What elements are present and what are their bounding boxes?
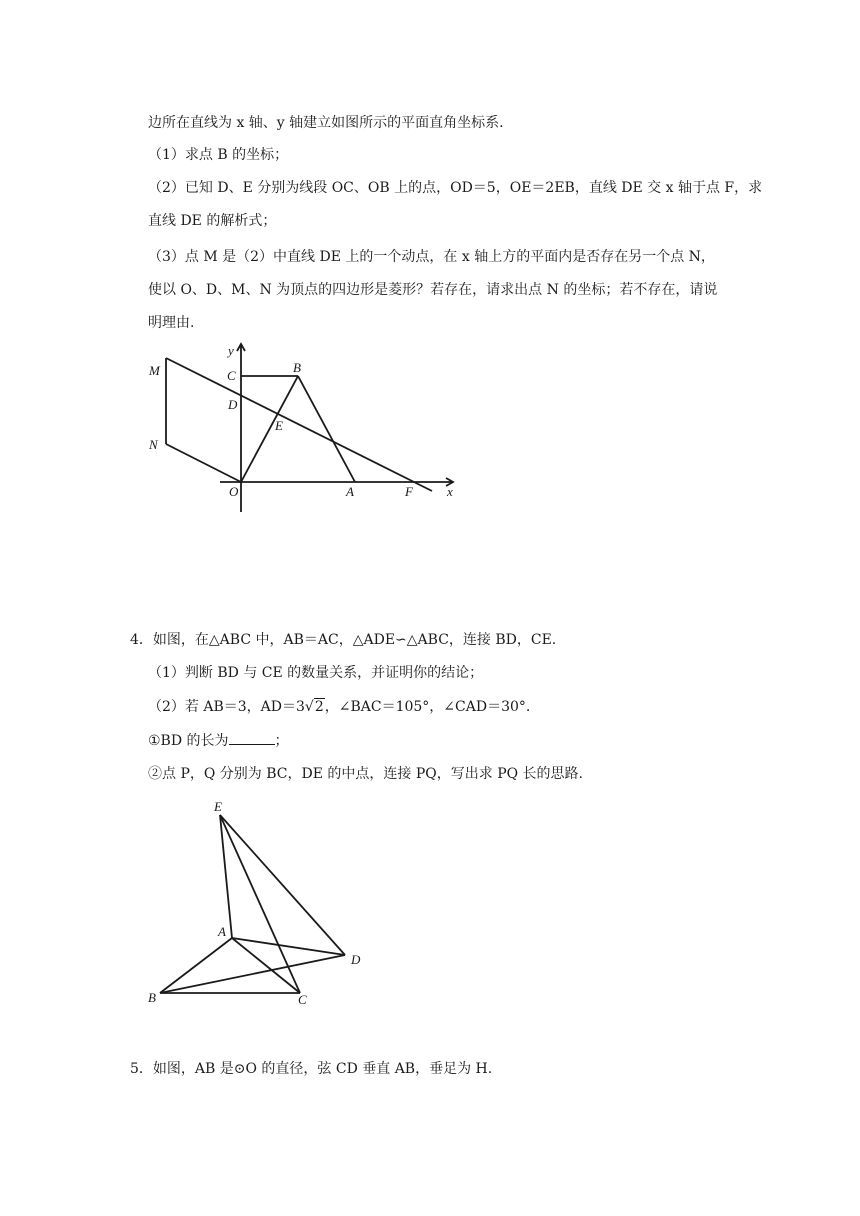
sqrt-expression xyxy=(305,697,325,717)
segment-ed xyxy=(220,815,345,955)
q4-sub1-suffix: ； xyxy=(274,733,289,749)
label-y: y xyxy=(228,343,234,358)
label-c: C xyxy=(298,992,307,1007)
label-f: F xyxy=(405,484,413,499)
q4-part2 xyxy=(148,697,530,717)
label-d: D xyxy=(228,397,238,412)
q4-part2-prefix: （2）若 AB＝3，AD＝3 xyxy=(148,699,305,715)
q3-part1: （1）求点 B 的坐标； xyxy=(148,147,289,163)
q4-sub2: ②点 P，Q 分别为 BC，DE 的中点，连接 PQ，写出求 PQ 长的思路. xyxy=(148,766,583,782)
q5-title: 5．如图，AB 是⊙O 的直径，弦 CD 垂直 AB，垂足为 H. xyxy=(130,1061,493,1077)
q3-intro: 边所在直线为 x 轴、y 轴建立如图所示的平面直角坐标系. xyxy=(148,115,504,131)
q4-figure xyxy=(160,815,345,993)
q3-part3-line2: 使以 O、D、M、N 为顶点的四边形是菱形？若存在，请求出点 N 的坐标；若不存在，请说 xyxy=(148,282,718,298)
q4-sub1 xyxy=(148,731,289,751)
label-o: O xyxy=(229,484,239,499)
segment-no xyxy=(166,444,241,482)
radical-sign: √ xyxy=(304,699,314,715)
radicand: 2 xyxy=(314,699,324,715)
label-x: x xyxy=(447,484,453,499)
q3-point-labels xyxy=(148,343,453,499)
label-a: A xyxy=(346,484,354,499)
segment-ea xyxy=(220,815,232,938)
label-e: E xyxy=(275,418,283,433)
q4-sub1-prefix: ①BD 的长为 xyxy=(148,733,229,749)
q4-part1: （1）判断 BD 与 CE 的数量关系，并证明你的结论； xyxy=(148,665,484,681)
q4-title: 4．如图，在△ABC 中，AB＝AC，△ADE∽△ABC，连接 BD，CE. xyxy=(130,632,557,648)
label-n: N xyxy=(149,437,158,452)
q4-part2-suffix: ，∠BAC＝105°，∠CAD＝30°. xyxy=(324,699,531,715)
segment-bd xyxy=(160,955,345,993)
q3-part2-line1: （2）已知 D、E 分别为线段 OC、OB 上的点，OD＝5，OE＝2EB，直线 DE 交 x 轴于点 F，求 xyxy=(148,180,763,196)
segment-ob xyxy=(241,376,298,482)
q3-part2-line2: 直线 DE 的解析式； xyxy=(148,213,277,229)
label-c: C xyxy=(227,368,236,383)
answer-blank[interactable] xyxy=(229,732,275,745)
label-a: A xyxy=(218,924,226,939)
label-m: M xyxy=(149,363,160,378)
q3-part3-line3: 明理由. xyxy=(148,315,195,331)
label-e: E xyxy=(214,799,222,814)
label-b: B xyxy=(148,990,156,1005)
q3-part3-line1: （3）点 M 是（2）中直线 DE 上的一个动点，在 x 轴上方的平面内是否存在另一个点 N， xyxy=(148,249,715,265)
label-b: B xyxy=(293,360,301,375)
q4-point-labels xyxy=(148,799,361,1007)
label-d: D xyxy=(351,952,361,967)
